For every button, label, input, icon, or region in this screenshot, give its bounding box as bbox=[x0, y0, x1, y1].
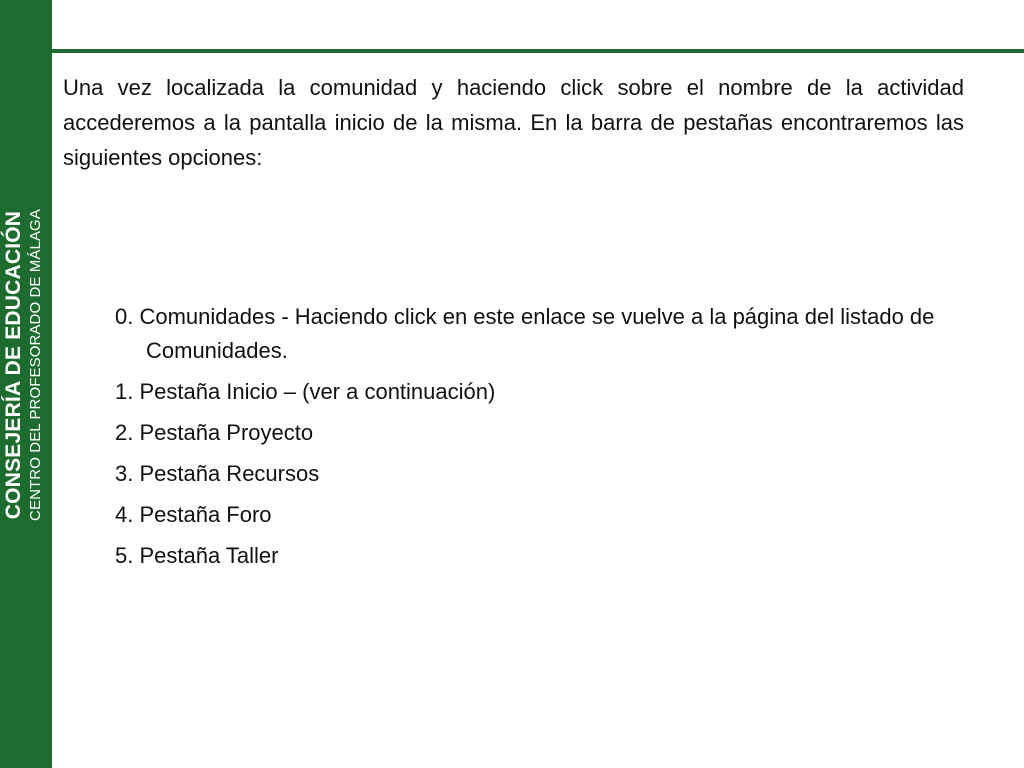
option-item-taller: 5. Pestaña Taller bbox=[115, 543, 279, 568]
sidebar-branding bbox=[2, 145, 50, 585]
intro-paragraph: Una vez localizada la comunidad y haciendo click sobre el nombre de la actividad accederemos a la pantalla inicio de la misma. En la barra de pestañas encontraremos las siguientes opciones: bbox=[63, 75, 964, 170]
option-item-inicio: 1. Pestaña Inicio – (ver a continuación) bbox=[115, 379, 496, 404]
options-list bbox=[115, 300, 975, 580]
top-divider bbox=[52, 49, 1024, 53]
option-item-comunidades: 0. Comunidades - Haciendo click en este enlace se vuelve a la página del listado de Comunidades. bbox=[115, 304, 935, 363]
sidebar-band bbox=[0, 0, 52, 768]
sidebar-title: CONSEJERÍA DE EDUCACIÓN bbox=[2, 210, 25, 520]
option-item-proyecto: 2. Pestaña Proyecto bbox=[115, 420, 314, 445]
option-item-foro: 4. Pestaña Foro bbox=[115, 502, 272, 527]
option-item-recursos: 3. Pestaña Recursos bbox=[115, 461, 320, 486]
sidebar-subtitle: CENTRO DEL PROFESORADO DE MÁLAGA bbox=[27, 209, 44, 521]
